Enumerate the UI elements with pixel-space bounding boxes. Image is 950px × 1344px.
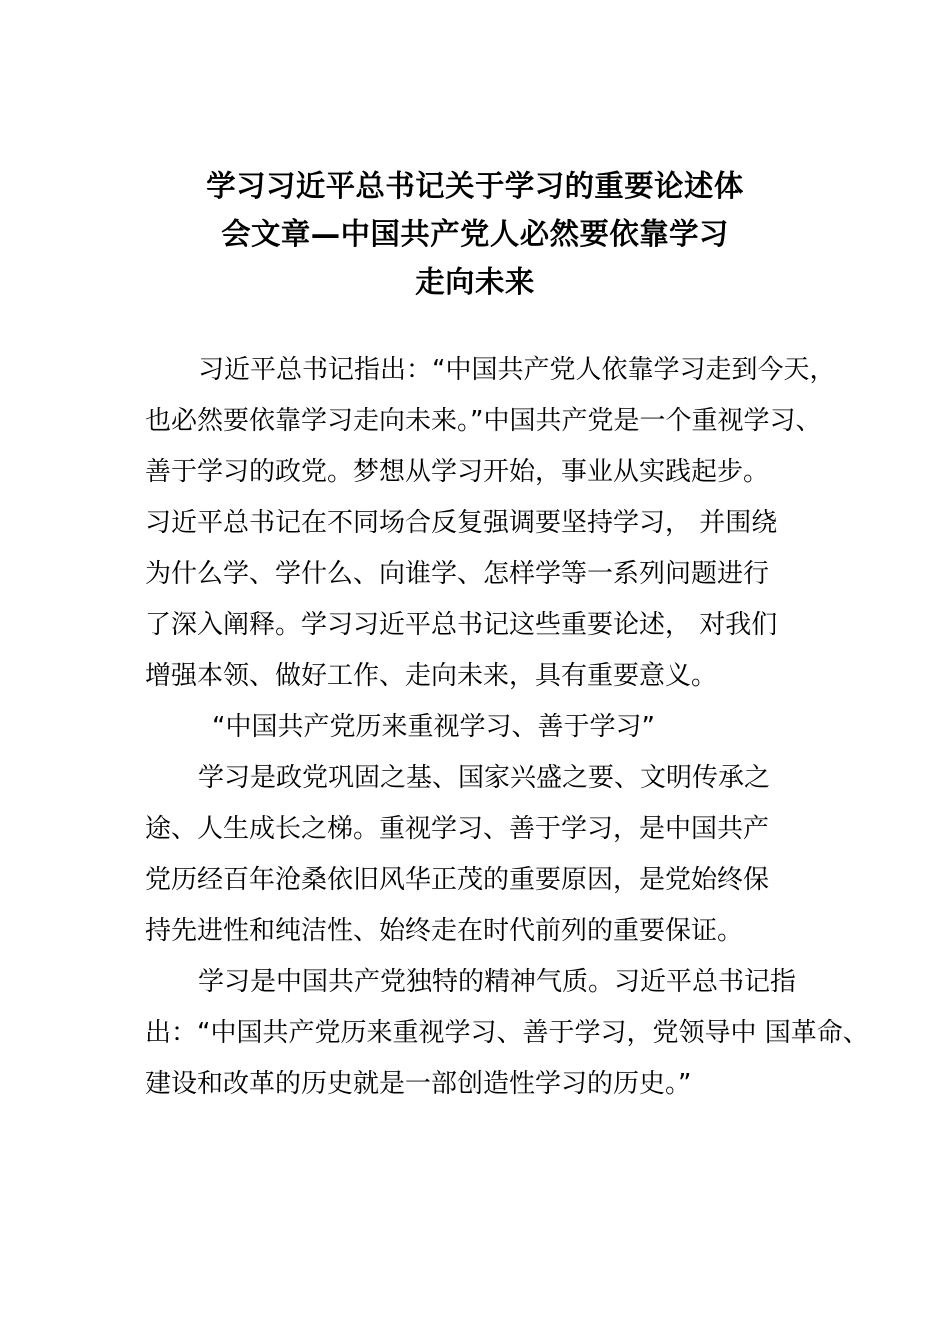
body-line: 学习是中国共产党独特的精神气质。习近平总书记指 xyxy=(198,967,797,997)
body-line: 善于学习的政党。梦想从学习开始，事业从实践起步。 xyxy=(145,457,770,487)
body-line: 习近平总书记在不同场合反复强调要坚持学习， 并围绕 xyxy=(145,508,778,538)
section-heading: “中国共产党历来重视学习、善于学习” xyxy=(212,712,655,742)
body-line: 了深入阐释。学习习近平总书记这些重要论述， 对我们 xyxy=(145,610,778,640)
title-line: 会文章—中国共产党人必然要依靠学习 xyxy=(221,217,729,251)
body-line: 习近平总书记指出：“中国共产党人依靠学习走到今天， xyxy=(198,355,836,385)
title-line: 走向未来 xyxy=(415,265,535,299)
body-line: 党历经百年沧桑依旧风华正茂的重要原因，是党始终保 xyxy=(145,865,770,895)
body-line: 学习是政党巩固之基、国家兴盛之要、文明传承之 xyxy=(198,763,771,793)
body-line: 出：“中国共产党历来重视学习、善于学习，党领导中 国革命、 xyxy=(145,1018,869,1048)
body-line: 增强本领、做好工作、走向未来，具有重要意义。 xyxy=(145,661,718,691)
body-line: 为什么学、学什么、向谁学、怎样学等一系列问题进行 xyxy=(145,559,770,589)
body-line: 建设和改革的历史就是一部创造性学习的历史。” xyxy=(145,1069,692,1099)
body-line: 持先进性和纯洁性、始终走在时代前列的重要保证。 xyxy=(145,916,744,946)
document-title xyxy=(0,162,950,306)
body-line: 也必然要依靠学习走向未来。”中国共产党是一个重视学习、 xyxy=(145,406,822,436)
body-line: 途、人生成长之梯。重视学习、善于学习，是中国共产 xyxy=(145,814,770,844)
title-line: 学习习近平总书记关于学习的重要论述体 xyxy=(206,169,744,203)
